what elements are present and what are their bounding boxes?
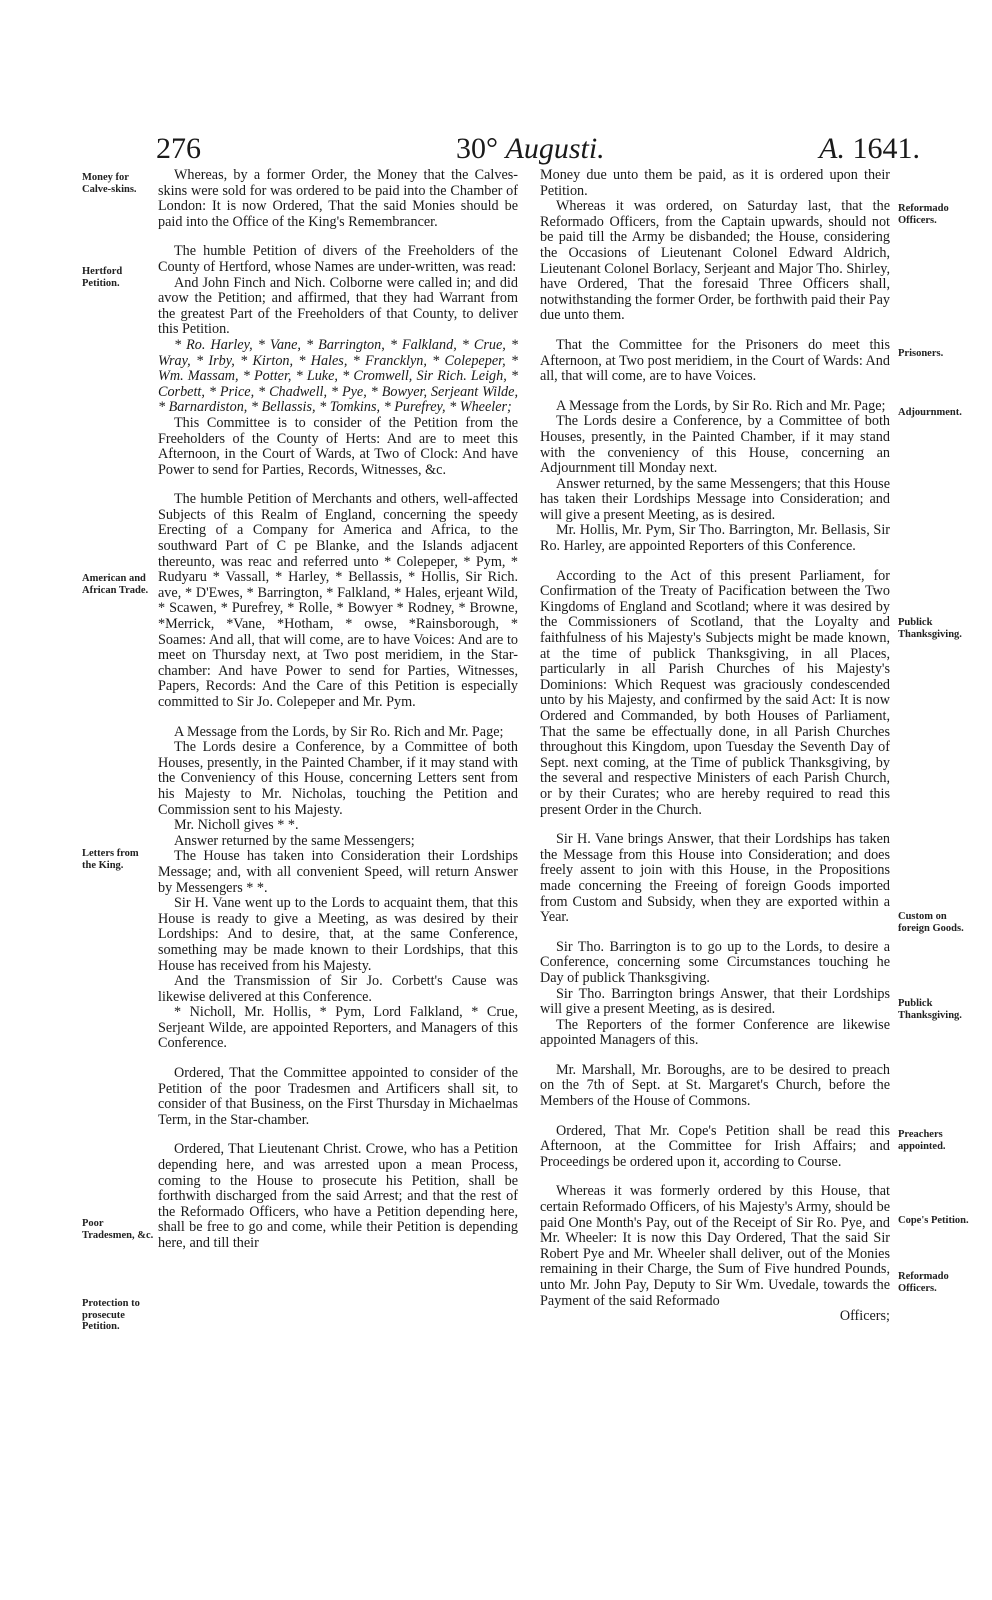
- para-poor-tradesmen: Ordered, That the Committee appointed to consider of the Petition of the poor Tradesmen and Artificers shall sit, to consider of that Business, on the First Thursday in Michaelmas Term, in the Star-chamber.: [158, 1065, 518, 1128]
- para-conference-letters: The Lords desire a Conference, by a Committee of both Houses, presently, in the Painted Chamber, if it may stand with the Conveniency of this House, concerning Letters sent from his Majesty to Mr. Nicholas, touching the Petition and Commission sent to his Majesty.: [158, 739, 518, 818]
- para-reporters-2: Mr. Hollis, Mr. Pym, Sir Tho. Barrington, Mr. Bellasis, Sir Ro. Harley, are appointed Reporters of this Conference.: [540, 522, 890, 555]
- para-hertford-meeting: This Committee is to consider of the Petition from the Freeholders of the County of Herts: And are to meet this Afternoon, in the Court of Wards, at Two of Clock: And have Power to send for Parties, Records, Witnesses, &c.: [158, 414, 518, 478]
- para-corbett-cause: And the Transmission of Sir Jo. Corbett's Cause was likewise delivered at this Conference.: [158, 973, 518, 1005]
- page-header: [150, 128, 920, 172]
- year-prefix: A.: [819, 132, 845, 165]
- para-crowe-protection: Ordered, That Lieutenant Christ. Crowe, who has a Petition depending here, and was arrested upon a mean Process, coming to the House to prosecute his Petition, shall be forthwith discharged from the said Arrest; and that the rest of the Reformado Officers, who have a Petition depending here, shall be free to go and come, while their Petition is depending here, and till their: [158, 1141, 518, 1251]
- para-answer-adjournment: Answer returned, by the same Messengers; that this House has taken their Lordships Message into Consideration; and will give a present Meeting, as is desired.: [540, 475, 890, 523]
- para-message-lords-1: A Message from the Lords, by Sir Ro. Rich and Mr. Page;: [174, 723, 504, 740]
- margin-note-reformado-2: Reformado Officers.: [898, 1271, 949, 1294]
- page-number: 276: [156, 132, 201, 165]
- margin-note-cope: Cope's Petition.: [898, 1215, 969, 1226]
- margin-note-hertford: Hertford Petition.: [82, 266, 123, 289]
- margin-note-prisoners: Prisoners.: [898, 348, 944, 359]
- para-calve-skins: Whereas, by a former Order, the Money that the Calves-skins were sold for was ordered to be paid into the Chamber of London: It is now Ordered, That the said Monies should be paid into the Office of the King's Remembrancer.: [158, 167, 518, 230]
- date-day: 30°: [456, 132, 498, 165]
- margin-note-protection: Protection to prosecute Petition.: [82, 1298, 140, 1332]
- year-value: 1641.: [852, 132, 920, 165]
- para-hertford-committee: * Ro. Harley, * Vane, * Barrington, * Falkland, * Crue, * Wray, * Irby, * Kirton, * Hales, * Francklyn, * Colepeper, * Wm. Massam, * Potter, * Luke, * Cromwell, Sir Rich. Leigh, * Corbett, * Price, * Chadwell, * Pye, * Bowyer, Serjeant Wilde, * Barnardiston, * Bellassis, * Tomkins, * Purefrey, * Wheeler;: [158, 336, 518, 416]
- para-cope-petition: Ordered, That Mr. Cope's Petition shall be read this Afternoon, at the Committee for Irish Affairs; and Proceedings be ordered upon it, according to Course.: [540, 1122, 890, 1170]
- para-answer-returned: Answer returned by the same Messengers;: [174, 832, 415, 849]
- para-money-due: Money due unto them be paid, as it is ordered upon their Petition.: [540, 167, 890, 199]
- catchword: Officers;: [839, 1308, 890, 1325]
- margin-note-letters: Letters from the King.: [82, 848, 139, 871]
- para-reformado-officers: Whereas it was ordered, on Saturday last, that the Reformado Officers, from the Captain upwards, should not be paid till the Army be disbanded; the House, considering the Occasions of Lieutenant Colonel Edward Aldrich, Lieutenant Colonel Borlacy, Serjeant and Major Tho. Shirley, have Ordered, That the foresaid Three Officers shall, notwithstanding the former Order, be forthwith paid their Pay due unto them.: [540, 198, 890, 324]
- margin-note-thanksgiving-1: Publick Thanksgiving.: [898, 617, 962, 640]
- para-preachers: Mr. Marshall, Mr. Boroughs, are to be desired to preach on the 7th of Sept. at St. Margaret's Church, before the Members of the House of Commons.: [540, 1061, 890, 1110]
- para-reporters-managers: The Reporters of the former Conference are likewise appointed Managers of this.: [540, 1016, 890, 1049]
- para-custom-foreign-goods: Sir H. Vane brings Answer, that their Lordships has taken the Message from this House into Consideration; and does freely assent to join with this House, in the Propositions made concerning the Freeing of foreign Goods imported from Custom and Subsidy, when they are exported within a Year.: [540, 831, 890, 926]
- right-column: [540, 168, 890, 1325]
- margin-note-custom: Custom on foreign Goods.: [898, 911, 964, 934]
- para-thanksgiving-order: According to the Act of this present Parliament, for Confirmation of the Treaty of Pacification between the Two Kingdoms of England and Scotland; where it was desired by the Commissioners of Scotland, that the Loyalty and faithfulness of his Majesty's Subjects might be made known, at the time of publick Thanksgiving, in all Places, particularly in all Parish Churches of his Majesty's Dominions: Which Request was graciously condescended unto by his Majesty, and confirmed by the said Act: It is now Ordered and Commanded, by both Houses of Parliament, That the same be effectually done, in all Parish Churches throughout this Kingdom, upon Tuesday the Seventh Day of Sept. next coming, at the Time of publick Thanksgiving, by the several and respective Ministers of each Parish Church, or by their Curates; who are hereby required to read this present Order in the Church.: [540, 567, 890, 818]
- margin-note-america: American and African Trade.: [82, 573, 149, 596]
- date-month: Augusti.: [505, 132, 605, 165]
- para-hertford-petition: The humble Petition of divers of the Freeholders of the County of Hertford, whose Names are under-written, was read:: [158, 243, 518, 275]
- margin-note-thanksgiving-2: Publick Thanksgiving.: [898, 998, 962, 1021]
- para-message-lords-2: A Message from the Lords, by Sir Ro. Rich and Mr. Page;: [556, 397, 886, 414]
- page-year: [819, 132, 920, 166]
- para-vane-lords: Sir H. Vane went up to the Lords to acquaint them, that this House is ready to give a Meeting, as was desired by their Lordships: And to desire, that, at the same Conference, something may be made known to their Lordships, that this House has received from his Majesty.: [158, 895, 518, 974]
- margin-note-reformado-1: Reformado Officers.: [898, 203, 949, 226]
- para-finch-colborne: And John Finch and Nich. Colborne were called in; and did avow the Petition; and affirmed, that they had Warrant from the greatest Part of the Freeholders of that County, to deliver this Petition.: [158, 274, 518, 338]
- para-barrington-answer: Sir Tho. Barrington brings Answer, that their Lordships will give a present Meeting, as is desired.: [540, 985, 890, 1018]
- para-barrington-conference: Sir Tho. Barrington is to go up to the Lords, to desire a Conference, concerning some Circumstances touching he Day of publick Thanksgiving.: [540, 938, 890, 986]
- para-house-consideration: The House has taken into Consideration their Lordships Message; and, with all convenient Speed, will return Answer by Messengers * *.: [158, 848, 518, 896]
- left-column: [158, 168, 518, 1252]
- margin-note-preachers: Preachers appointed.: [898, 1129, 946, 1152]
- para-reporters-1: * Nicholl, Mr. Hollis, * Pym, Lord Falkland, * Crue, Serjeant Wilde, are appointed Reporters, and Managers of this Conference.: [158, 1004, 518, 1052]
- para-reformado-pay: Whereas it was formerly ordered by this House, that certain Reformado Officers, of his Majesty's Army, should be paid One Month's Pay, out of the Receipt of Sir Ro. Pye, and Mr. Wheeler: It is now this Day Ordered, That the said Sir Robert Pye and Mr. Wheeler shall deliver, out of the Monies remaining in their Charge, the Sum of Five hundred Pounds, unto Mr. John Pay, Deputy to Sir Wm. Uvedale, towards the Payment of the said Reformado: [540, 1183, 890, 1309]
- para-nicholl: Mr. Nicholl gives * *.: [174, 817, 299, 834]
- margin-note-adjournment: Adjournment.: [898, 407, 962, 418]
- para-america-africa: The humble Petition of Merchants and others, well-affected Subjects of this Realm of England, concerning the speedy Erecting of a Company for America and Africa, to the southward Part of C pe Blanke, and the Islands adjacent thereunto, was reac and referred unto * Colepeper, * Pym, * Rudyaru * Vassall, * Harley, * Bellassis, * Hollis, Sir Rich. ave, * D'Ewes, * Barrington, * Falkland, * Hales, erjeant Wild, * Scawen, * Purefrey, * Rolle, * Bowyer * Rodney, * Browne, *Merrick, *Vane, *Hotham, * owse, *Rainsborough, * Soames: And all, that will come, are to have Voices: And are to meet on Thursday next, at Two post meridiem, in the Star-chamber: And have Power to send for Parties, Witnesses, Papers, Records: And the Care of this Petition is especially committed to Sir Jo. Colepeper and Mr. Pym.: [158, 491, 518, 710]
- page-date: [456, 132, 605, 166]
- margin-note-calve-skins: Money for Calve-skins.: [82, 172, 137, 195]
- para-adjournment-conference: The Lords desire a Conference, by a Committee of both Houses, presently, in the Painted Chamber, if it may stand with the conveniency of this House, concerning an Adjournment till Monday next.: [540, 413, 890, 477]
- margin-note-poor: Poor Tradesmen, &c.: [82, 1218, 154, 1241]
- para-prisoners-committee: That the Committee for the Prisoners do meet this Afternoon, at Two post meridiem, in the Court of Wards: And all, that will come, are to have Voices.: [540, 336, 890, 385]
